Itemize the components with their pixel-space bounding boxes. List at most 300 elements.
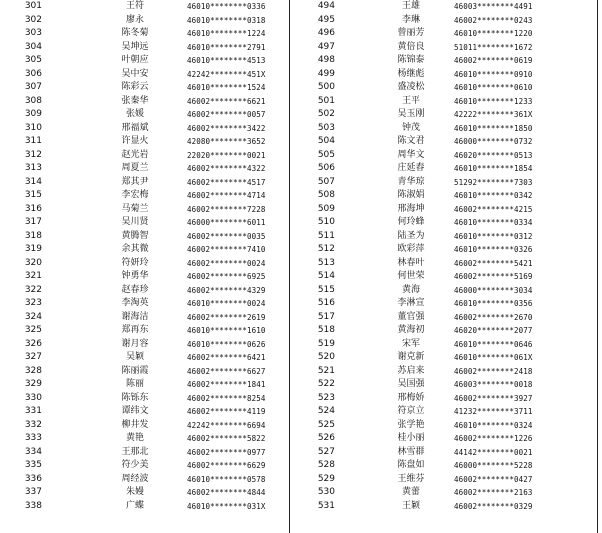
person-name: 邢海坤 bbox=[397, 203, 425, 214]
row-number: 324 bbox=[24, 311, 42, 322]
row-number: 312 bbox=[24, 149, 42, 160]
id-number: 46020********0513 bbox=[454, 150, 533, 160]
table-row bbox=[0, 68, 290, 82]
id-number: 46002********4517 bbox=[187, 177, 266, 187]
id-number: 42080********3652 bbox=[187, 137, 266, 146]
person-name: 何玲蜂 bbox=[397, 217, 425, 227]
row-number: 305 bbox=[24, 55, 42, 65]
person-name: 王那北 bbox=[121, 446, 149, 457]
person-name: 曾丽芳 bbox=[397, 28, 425, 38]
row-number: 510 bbox=[317, 217, 335, 227]
id-number: 46010********4513 bbox=[187, 56, 266, 65]
person-name: 王符 bbox=[125, 1, 144, 11]
id-number: 46002********5421 bbox=[454, 258, 533, 268]
row-number: 338 bbox=[24, 500, 42, 511]
person-name: 庄延舂 bbox=[397, 163, 425, 173]
table-row bbox=[0, 216, 290, 230]
table-row bbox=[291, 243, 602, 257]
person-name: 陈丽 bbox=[125, 379, 144, 389]
id-number: 46002********6621 bbox=[187, 96, 266, 106]
person-name: 李宏梅 bbox=[121, 190, 149, 200]
table-row bbox=[0, 203, 290, 217]
row-number: 498 bbox=[317, 55, 335, 65]
person-name: 陈冬菊 bbox=[121, 28, 149, 38]
person-name: 符少美 bbox=[121, 460, 149, 470]
row-number: 505 bbox=[317, 149, 335, 160]
table-row bbox=[291, 365, 602, 379]
table-row bbox=[0, 108, 290, 122]
person-name: 廖永 bbox=[125, 14, 144, 25]
id-number: 46003********0018 bbox=[454, 380, 533, 389]
id-number: 46002********2418 bbox=[454, 366, 533, 376]
column-divider bbox=[289, 0, 290, 533]
row-number: 513 bbox=[317, 257, 335, 268]
id-number: 46010********0646 bbox=[454, 339, 533, 349]
person-name: 张媛 bbox=[125, 109, 144, 119]
id-number: 46002********8254 bbox=[187, 393, 266, 403]
id-number: 46002********6629 bbox=[187, 461, 266, 470]
id-number: 46010********0578 bbox=[187, 474, 266, 484]
table-row bbox=[0, 81, 290, 95]
row-number: 328 bbox=[24, 365, 42, 376]
person-name: 苏启来 bbox=[397, 365, 425, 376]
id-number: 46010********0318 bbox=[187, 15, 266, 25]
id-number: 46002********5822 bbox=[187, 434, 266, 443]
person-name: 李淋宣 bbox=[397, 298, 425, 308]
person-name: 陆圣为 bbox=[397, 230, 425, 241]
table-row bbox=[291, 68, 602, 82]
person-name: 林雪群 bbox=[397, 446, 425, 457]
table-row bbox=[0, 486, 290, 500]
id-number: 46010********0336 bbox=[187, 2, 266, 11]
person-name: 叶朝应 bbox=[121, 55, 149, 65]
person-name: 赵春珍 bbox=[121, 284, 149, 295]
row-number: 509 bbox=[317, 203, 335, 214]
row-number: 331 bbox=[24, 406, 42, 416]
row-number: 301 bbox=[24, 1, 42, 11]
table-row bbox=[291, 419, 602, 433]
person-name: 郑其尹 bbox=[121, 176, 149, 187]
row-number: 520 bbox=[317, 352, 335, 362]
table-row bbox=[291, 135, 602, 149]
id-number: 46002********1841 bbox=[187, 380, 266, 389]
person-name: 吴川贤 bbox=[121, 217, 149, 227]
table-row bbox=[0, 27, 290, 41]
id-number: 46002********0329 bbox=[454, 501, 533, 511]
row-number: 314 bbox=[24, 176, 42, 187]
id-number: 46002********6627 bbox=[187, 366, 266, 376]
table-row bbox=[0, 0, 290, 14]
table-row bbox=[0, 459, 290, 473]
row-number: 303 bbox=[24, 28, 42, 38]
id-number: 46002********7410 bbox=[187, 245, 266, 254]
row-number: 508 bbox=[317, 190, 335, 200]
left-column bbox=[0, 0, 290, 533]
table-row bbox=[0, 473, 290, 487]
row-number: 514 bbox=[317, 271, 335, 281]
id-number: 46002********4329 bbox=[187, 285, 266, 295]
table-row bbox=[0, 135, 290, 149]
row-number: 302 bbox=[24, 14, 42, 25]
table-row bbox=[0, 95, 290, 109]
table-row bbox=[291, 54, 602, 68]
row-number: 320 bbox=[24, 257, 42, 268]
id-number: 46002********4322 bbox=[187, 164, 266, 173]
row-number: 500 bbox=[317, 82, 335, 92]
row-number: 531 bbox=[317, 500, 335, 511]
person-name: 周华文 bbox=[397, 149, 425, 160]
table-row bbox=[0, 324, 290, 338]
row-number: 319 bbox=[24, 244, 42, 254]
id-number: 46000********6011 bbox=[187, 218, 266, 227]
row-number: 502 bbox=[317, 109, 335, 119]
table-row bbox=[0, 500, 290, 514]
table-row bbox=[0, 257, 290, 271]
person-name: 陈铄东 bbox=[121, 392, 149, 403]
person-name: 谢克新 bbox=[397, 352, 425, 362]
id-number: 46002********5169 bbox=[454, 272, 533, 281]
person-name: 黄腾智 bbox=[121, 230, 149, 241]
person-name: 陈盘如 bbox=[397, 460, 425, 470]
person-name: 吴坤远 bbox=[121, 41, 149, 52]
person-name: 陈锦泰 bbox=[397, 55, 425, 65]
table-row bbox=[291, 486, 602, 500]
table-row bbox=[291, 324, 602, 338]
person-name: 陈彩云 bbox=[121, 82, 149, 92]
row-number: 307 bbox=[24, 82, 42, 92]
row-number: 318 bbox=[24, 230, 42, 241]
id-number: 46002********4215 bbox=[454, 204, 533, 214]
person-name: 李淘英 bbox=[121, 298, 149, 308]
table-row bbox=[291, 257, 602, 271]
id-number: 46010********0626 bbox=[187, 339, 266, 349]
person-name: 谢月容 bbox=[121, 338, 149, 349]
table-row bbox=[291, 405, 602, 419]
table-row bbox=[291, 284, 602, 298]
table-row bbox=[291, 351, 602, 365]
table-row bbox=[291, 473, 602, 487]
table-row bbox=[291, 203, 602, 217]
row-number: 521 bbox=[317, 365, 335, 376]
id-number: 46002********0024 bbox=[187, 258, 266, 268]
person-name: 桂小丽 bbox=[397, 433, 425, 443]
row-number: 323 bbox=[24, 298, 42, 308]
id-number: 46002********4119 bbox=[187, 407, 266, 416]
table-row bbox=[291, 392, 602, 406]
id-number: 46002********6421 bbox=[187, 353, 266, 362]
id-number: 46002********0619 bbox=[454, 56, 533, 65]
id-number: 46010********1524 bbox=[187, 83, 266, 92]
person-name: 王平 bbox=[401, 95, 420, 106]
id-number: 46010********0342 bbox=[454, 191, 533, 200]
table-row bbox=[0, 149, 290, 163]
person-name: 黄艳 bbox=[125, 433, 144, 443]
table-row bbox=[0, 378, 290, 392]
table-row bbox=[291, 378, 602, 392]
row-number: 503 bbox=[317, 122, 335, 133]
table-row bbox=[291, 189, 602, 203]
row-number: 528 bbox=[317, 460, 335, 470]
row-number: 496 bbox=[317, 28, 335, 38]
person-name: 杨继彪 bbox=[397, 68, 425, 79]
person-name: 盛凌松 bbox=[397, 82, 425, 92]
id-number: 46002********4714 bbox=[187, 191, 266, 200]
table-row bbox=[291, 149, 602, 163]
person-name: 陈文君 bbox=[397, 136, 425, 146]
person-name: 马菊兰 bbox=[121, 203, 149, 214]
id-number: 46003********4491 bbox=[454, 2, 533, 11]
id-number: 46010********0324 bbox=[454, 420, 533, 430]
id-number: 22020********0021 bbox=[187, 150, 266, 160]
id-number: 46010********0312 bbox=[454, 231, 533, 241]
id-number: 46010********1224 bbox=[187, 29, 266, 38]
row-number: 332 bbox=[24, 419, 42, 430]
row-number: 512 bbox=[317, 244, 335, 254]
id-number: 46002********0057 bbox=[187, 110, 266, 119]
row-number: 333 bbox=[24, 433, 42, 443]
person-name: 余其微 bbox=[121, 244, 149, 254]
person-name: 谢海洁 bbox=[121, 311, 149, 322]
person-name: 吴玉刚 bbox=[397, 109, 425, 119]
id-number: 46002********0243 bbox=[454, 15, 533, 25]
id-number: 46002********0977 bbox=[187, 447, 266, 457]
id-number: 46002********6925 bbox=[187, 272, 266, 281]
row-number: 530 bbox=[317, 487, 335, 497]
row-number: 308 bbox=[24, 95, 42, 106]
table-row bbox=[0, 189, 290, 203]
row-number: 335 bbox=[24, 460, 42, 470]
table-row bbox=[291, 95, 602, 109]
person-name: 周夏兰 bbox=[121, 163, 149, 173]
right-border bbox=[597, 0, 598, 533]
row-number: 304 bbox=[24, 41, 42, 52]
row-number: 311 bbox=[24, 136, 42, 146]
id-number: 46010********1233 bbox=[454, 96, 533, 106]
person-name: 董官强 bbox=[397, 311, 425, 322]
id-number: 46010********0356 bbox=[454, 299, 533, 308]
id-number: 46010********0024 bbox=[187, 299, 266, 308]
person-name: 广蝶 bbox=[125, 500, 144, 511]
id-number: 46010********031X bbox=[187, 501, 266, 511]
table-row bbox=[0, 338, 290, 352]
row-number: 506 bbox=[317, 163, 335, 173]
row-number: 327 bbox=[24, 352, 42, 362]
person-name: 钟勇华 bbox=[121, 271, 149, 281]
row-number: 526 bbox=[317, 433, 335, 443]
person-name: 邢福斌 bbox=[121, 122, 149, 133]
table-row bbox=[0, 405, 290, 419]
table-row bbox=[291, 500, 602, 514]
id-number: 42222********361X bbox=[454, 110, 533, 119]
id-number: 46010********0334 bbox=[454, 218, 533, 227]
table-row bbox=[0, 162, 290, 176]
row-number: 310 bbox=[24, 122, 42, 133]
row-number: 507 bbox=[317, 176, 335, 187]
table-row bbox=[291, 0, 602, 14]
row-number: 517 bbox=[317, 311, 335, 322]
row-number: 527 bbox=[317, 446, 335, 457]
table-row bbox=[291, 270, 602, 284]
table-row bbox=[0, 243, 290, 257]
person-name: 李琳 bbox=[401, 14, 420, 25]
table-row bbox=[291, 81, 602, 95]
table-row bbox=[0, 41, 290, 55]
person-name: 何世荣 bbox=[397, 271, 425, 281]
person-name: 柳井发 bbox=[121, 419, 149, 430]
row-number: 326 bbox=[24, 338, 42, 349]
table-row bbox=[291, 432, 602, 446]
id-number: 46010********0910 bbox=[454, 69, 533, 79]
id-number: 41232********3711 bbox=[454, 407, 533, 416]
row-number: 515 bbox=[317, 284, 335, 295]
person-name: 宋军 bbox=[401, 338, 420, 349]
row-number: 315 bbox=[24, 190, 42, 200]
person-name: 吴中安 bbox=[121, 68, 149, 79]
row-number: 321 bbox=[24, 271, 42, 281]
id-number: 42242********451X bbox=[187, 69, 266, 79]
id-number: 46002********2670 bbox=[454, 312, 533, 322]
id-number: 46010********0326 bbox=[454, 245, 533, 254]
table-row bbox=[291, 27, 602, 41]
person-name: 郑再东 bbox=[121, 325, 149, 335]
person-name: 陈丽霞 bbox=[121, 365, 149, 376]
table-row bbox=[291, 216, 602, 230]
id-number: 46010********061X bbox=[454, 353, 533, 362]
row-number: 495 bbox=[317, 14, 335, 25]
id-number: 46002********7228 bbox=[187, 204, 266, 214]
table-row bbox=[291, 230, 602, 244]
person-name: 王颖 bbox=[401, 500, 420, 511]
row-number: 325 bbox=[24, 325, 42, 335]
person-name: 符京立 bbox=[397, 406, 425, 416]
row-number: 329 bbox=[24, 379, 42, 389]
id-number: 51011********1672 bbox=[454, 42, 533, 52]
table-row bbox=[291, 338, 602, 352]
table-row bbox=[291, 41, 602, 55]
id-number: 46010********0610 bbox=[454, 83, 533, 92]
person-name: 吴颖 bbox=[125, 352, 144, 362]
row-number: 330 bbox=[24, 392, 42, 403]
table-row bbox=[0, 432, 290, 446]
table-row bbox=[0, 392, 290, 406]
row-number: 322 bbox=[24, 284, 42, 295]
table-row bbox=[291, 297, 602, 311]
person-name: 符妍玲 bbox=[121, 257, 149, 268]
row-number: 504 bbox=[317, 136, 335, 146]
table-row bbox=[0, 54, 290, 68]
row-number: 523 bbox=[317, 392, 335, 403]
person-name: 许显火 bbox=[121, 136, 149, 146]
table-row bbox=[0, 270, 290, 284]
table-row bbox=[291, 446, 602, 460]
table-row bbox=[291, 176, 602, 190]
person-name: 陈淑娟 bbox=[397, 190, 425, 200]
table-row bbox=[0, 446, 290, 460]
id-number: 46002********4844 bbox=[187, 488, 266, 497]
id-number: 42242********6694 bbox=[187, 420, 266, 430]
id-number: 46002********1226 bbox=[454, 434, 533, 443]
id-number: 46010********1610 bbox=[187, 326, 266, 335]
row-number: 501 bbox=[317, 95, 335, 106]
table-row bbox=[291, 311, 602, 325]
row-number: 522 bbox=[317, 379, 335, 389]
table-row bbox=[0, 419, 290, 433]
row-number: 511 bbox=[317, 230, 335, 241]
person-name: 邢梅娇 bbox=[397, 392, 425, 403]
right-column bbox=[291, 0, 602, 533]
row-number: 519 bbox=[317, 338, 335, 349]
table-row bbox=[0, 351, 290, 365]
id-number: 46002********0035 bbox=[187, 231, 266, 241]
id-number: 46010********1220 bbox=[454, 29, 533, 38]
id-number: 46000********0732 bbox=[454, 137, 533, 146]
row-number: 518 bbox=[317, 325, 335, 335]
row-number: 309 bbox=[24, 109, 42, 119]
table-row bbox=[0, 284, 290, 298]
person-name: 张秦华 bbox=[121, 95, 149, 106]
row-number: 306 bbox=[24, 68, 42, 79]
row-number: 317 bbox=[24, 217, 42, 227]
row-number: 529 bbox=[317, 473, 335, 484]
row-number: 499 bbox=[317, 68, 335, 79]
id-number: 46002********2619 bbox=[187, 312, 266, 322]
person-name: 赵光岩 bbox=[121, 149, 149, 160]
person-name: 黄海 bbox=[401, 284, 420, 295]
table-row bbox=[0, 365, 290, 379]
id-number: 46000********3034 bbox=[454, 285, 533, 295]
id-number: 46002********2163 bbox=[454, 488, 533, 497]
table-row bbox=[0, 297, 290, 311]
person-name: 黄蕾 bbox=[401, 487, 420, 497]
person-name: 钟茂 bbox=[401, 122, 420, 133]
row-number: 337 bbox=[24, 487, 42, 497]
person-name: 谭纬文 bbox=[121, 406, 149, 416]
table-row bbox=[291, 459, 602, 473]
person-name: 青华琼 bbox=[397, 176, 425, 187]
row-number: 524 bbox=[317, 406, 335, 416]
table-row bbox=[0, 176, 290, 190]
person-name: 欧彩萍 bbox=[397, 244, 425, 254]
table-row bbox=[291, 108, 602, 122]
id-number: 46002********3422 bbox=[187, 123, 266, 133]
row-number: 334 bbox=[24, 446, 42, 457]
row-number: 497 bbox=[317, 41, 335, 52]
table-row bbox=[291, 122, 602, 136]
id-number: 46010********2791 bbox=[187, 42, 266, 52]
table-row bbox=[291, 162, 602, 176]
person-name: 周经波 bbox=[121, 473, 149, 484]
person-name: 黄倍良 bbox=[397, 41, 425, 52]
person-name: 王雄 bbox=[401, 1, 420, 11]
id-number: 46010********1854 bbox=[454, 164, 533, 173]
person-name: 张学艳 bbox=[397, 419, 425, 430]
row-number: 313 bbox=[24, 163, 42, 173]
person-name: 黄海初 bbox=[397, 325, 425, 335]
id-number: 46010********1850 bbox=[454, 123, 533, 133]
table-row bbox=[0, 311, 290, 325]
person-name: 朱嫚 bbox=[125, 487, 144, 497]
id-number: 46000********5228 bbox=[454, 461, 533, 470]
table-row bbox=[0, 230, 290, 244]
row-number: 336 bbox=[24, 473, 42, 484]
id-number: 46020********2077 bbox=[454, 326, 533, 335]
id-number: 44142********0021 bbox=[454, 447, 533, 457]
id-number: 46002********3927 bbox=[454, 393, 533, 403]
person-name: 林春叶 bbox=[397, 257, 425, 268]
person-name: 王维芬 bbox=[397, 473, 425, 484]
id-number: 51292********7303 bbox=[454, 177, 533, 187]
table-row bbox=[0, 122, 290, 136]
